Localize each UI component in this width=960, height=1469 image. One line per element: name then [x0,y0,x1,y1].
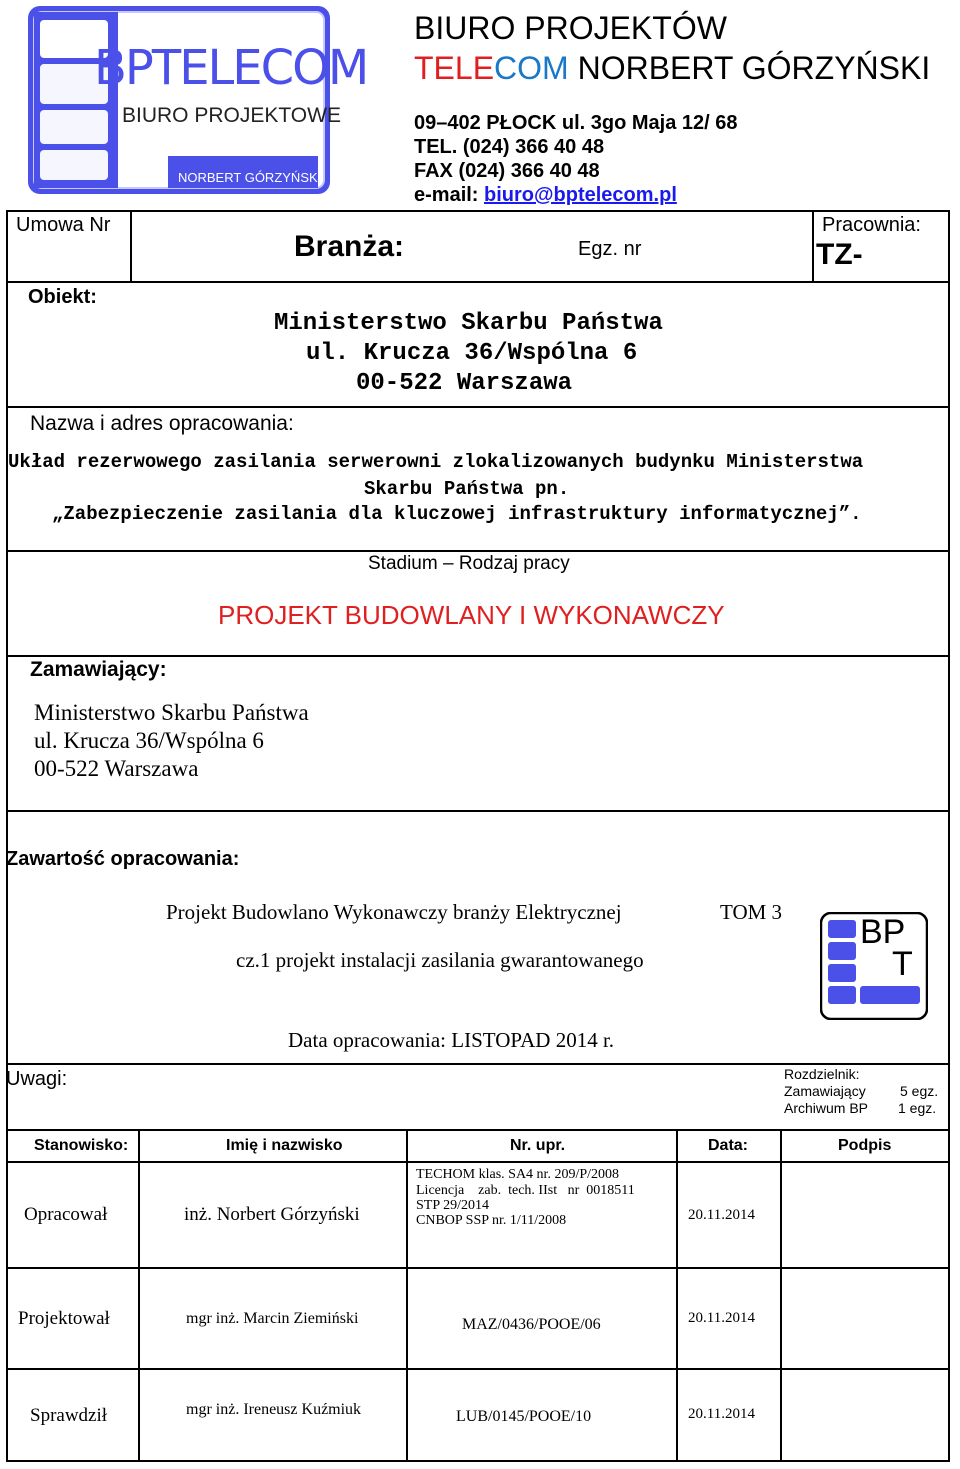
table-row-upr: STP 29/2014 [416,1198,489,1213]
email-link[interactable]: biuro@bptelecom.pl [484,184,677,206]
table-row-upr: Licencja zab. tech. IIst nr 0018511 [416,1183,635,1198]
table-header-data: Data: [708,1137,749,1154]
table-row-date: 20.11.2014 [688,1207,755,1223]
company-email-row [414,184,677,207]
table-header-imie: Imię i nazwisko [226,1137,343,1154]
nazwa-line1: Układ rezerwowego zasilania serwerowni zlokalizowanych budynku Ministerstwa [8,451,864,473]
stadium-label: Stadium – Rodzaj pracy [368,553,570,574]
rozdzielnik-item-count: 1 egz. [898,1100,937,1116]
zamawiajacy-line2: ul. Krucza 36/Wspólna 6 [34,728,264,753]
rozdzielnik-item-name: Archiwum BP [784,1100,869,1116]
email-label: e-mail: [414,184,485,206]
company-name-tele: TELE [414,50,495,86]
table-header-podpis: Podpis [838,1137,892,1154]
table-header-nr-upr: Nr. upr. [510,1137,566,1154]
zamawiajacy-line3: 00-522 Warszawa [34,756,199,781]
table-row-name: mgr inż. Marcin Ziemiński [186,1310,359,1327]
zamawiajacy-line1: Ministerstwo Skarbu Państwa [34,700,309,725]
table-row-date: 20.11.2014 [688,1310,755,1326]
table-row-upr: MAZ/0436/POOE/06 [462,1316,601,1333]
pracownia-value: TZ- [816,238,863,271]
company-name-line2 [414,50,930,87]
table-row-role: Projektował [18,1308,110,1329]
obiekt-line2: ul. Krucza 36/Wspólna 6 [306,340,638,367]
obiekt-line1: Ministerstwo Skarbu Państwa [274,310,663,337]
nazwa-label: Nazwa i adres opracowania: [30,412,294,435]
table-row-date: 20.11.2014 [688,1406,755,1422]
table-row-upr: TECHOM klas. SA4 nr. 209/P/2008 [416,1167,620,1182]
rozdzielnik-item-count: 5 egz. [900,1083,939,1099]
zawartosc-date: Data opracowania: LISTOPAD 2014 r. [288,1028,615,1052]
rozdzielnik-label: Rozdzielnik: [784,1066,860,1082]
zawartosc-tom: TOM 3 [720,900,783,924]
table-row-name: inż. Norbert Górzyński [184,1204,360,1225]
pracownia-label: Pracownia: [822,214,921,236]
obiekt-label: Obiekt: [28,286,97,308]
company-name-line1: BIURO PROJEKTÓW [414,10,727,46]
logo-subtitle: BIURO PROJEKTOWE [122,104,341,127]
zawartosc-line1: Projekt Budowlano Wykonawczy branży Elektrycznej [166,900,622,924]
zawartosc-label: Zawartość opracowania: [6,848,240,870]
obiekt-line3: 00-522 Warszawa [356,370,573,397]
nazwa-line3: „Zabezpieczenie zasilania dla kluczowej infrastruktury informatycznej”. [52,503,862,525]
table-row-upr: LUB/0145/POOE/10 [456,1408,592,1425]
company-name-com: COM [494,50,569,86]
company-name-rest: NORBERT GÓRZYŃSKI [568,50,931,86]
company-logo [28,6,368,194]
umowa-label: Umowa Nr [16,214,111,236]
bpt-logo [820,912,928,1020]
uwagi-label: Uwagi: [6,1068,68,1090]
table-row-role: Opracował [24,1204,108,1225]
table-row-upr: CNBOP SSP nr. 1/11/2008 [416,1213,567,1228]
logo-brand: BPTELECOM [94,40,368,96]
table-row-role: Sprawdził [30,1405,108,1426]
egz-label: Egz. nr [578,238,642,260]
zawartosc-line2: cz.1 projekt instalacji zasilania gwarantowanego [236,948,644,972]
stadium-value: PROJEKT BUDOWLANY I WYKONAWCZY [218,600,725,630]
logo-owner: NORBERT GÓRZYŃSKI [178,170,322,185]
company-tel: TEL. (024) 366 40 48 [414,136,605,158]
rozdzielnik-item-name: Zamawiający [784,1083,866,1099]
company-fax: FAX (024) 366 40 48 [414,160,600,182]
branza-label: Branża: [294,230,405,263]
table-header-stanowisko: Stanowisko: [34,1137,129,1154]
nazwa-line2: Skarbu Państwa pn. [364,478,570,500]
bpt-logo-t: T [892,945,913,983]
table-row-name: mgr inż. Ireneusz Kuźmiuk [186,1401,362,1418]
company-address: 09–402 PŁOCK ul. 3go Maja 12/ 68 [414,112,738,134]
bpt-logo-bp: BP [860,913,906,951]
zamawiajacy-label: Zamawiający: [30,658,167,681]
